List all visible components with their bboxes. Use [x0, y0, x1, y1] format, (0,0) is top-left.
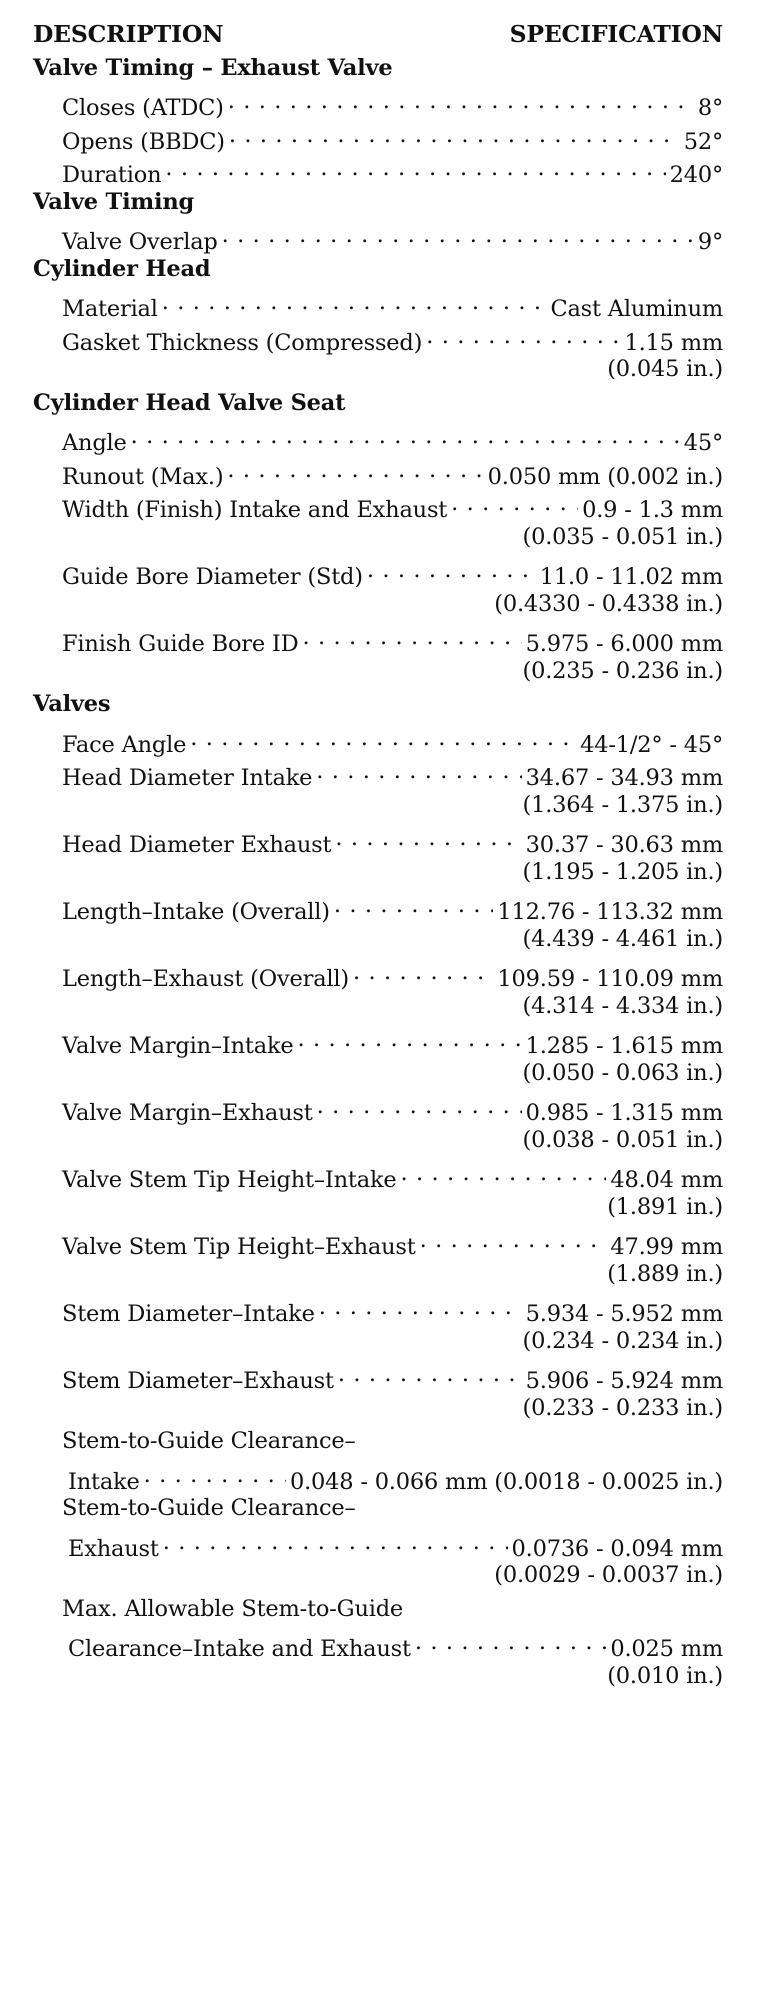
- spec-label: Closes (ATDC): [62, 95, 224, 121]
- spec-label-multiline: Max. Allowable Stem-to-Guide: [62, 1595, 404, 1622]
- dot-leader: [190, 722, 576, 752]
- spec-row-face-angle: [33, 722, 723, 756]
- spec-row-margin-exhaust: [33, 1090, 723, 1124]
- dot-leader: [144, 1459, 286, 1489]
- dot-leader: [227, 454, 483, 484]
- spec-label: Duration: [62, 162, 162, 188]
- dot-leader: [162, 286, 547, 316]
- spec-row-max-clear: [33, 1626, 723, 1660]
- spec-value-imperial: (1.891 in.): [607, 1193, 723, 1220]
- spec-label: Angle: [62, 430, 127, 456]
- spec-value: 112.76 - 113.32 mm: [497, 899, 723, 925]
- spec-label: Intake: [68, 1468, 140, 1495]
- spec-row-head-exhaust: [33, 822, 723, 856]
- spec-value-imperial: (4.439 - 4.461 in.): [522, 925, 723, 952]
- spec-value-imperial: (1.195 - 1.205 in.): [522, 858, 723, 885]
- spec-value: 1.15 mm: [624, 329, 723, 356]
- spec-value: 30.37 - 30.63 mm: [525, 832, 723, 858]
- spec-value: 1.285 - 1.615 mm: [525, 1033, 723, 1059]
- section-title-valves: Valves: [33, 691, 111, 717]
- spec-label-multiline: Stem-to-Guide Clearance–: [62, 1495, 356, 1521]
- dot-leader: [229, 119, 680, 149]
- spec-value: 240°: [669, 162, 723, 188]
- spec-value-imperial: (1.889 in.): [607, 1260, 723, 1287]
- spec-value: 52°: [683, 128, 723, 155]
- dot-leader: [302, 621, 521, 651]
- dot-leader: [316, 755, 521, 785]
- spec-value: 48.04 mm: [610, 1167, 723, 1193]
- dot-leader: [298, 1023, 522, 1053]
- spec-label: Valve Margin–Intake: [62, 1033, 294, 1059]
- spec-value-imperial: (0.233 - 0.233 in.): [522, 1394, 723, 1421]
- spec-row-closes: [33, 85, 723, 119]
- spec-value: 0.025 mm: [610, 1636, 723, 1662]
- spec-row-length-intake: [33, 889, 723, 923]
- spec-value: 0.048 - 0.066 mm (0.0018 - 0.0025 in.): [289, 1468, 723, 1495]
- spec-value: 8°: [697, 95, 723, 121]
- spec-value: 5.975 - 6.000 mm: [525, 631, 723, 657]
- dot-leader: [334, 889, 494, 919]
- dot-leader: [228, 85, 694, 115]
- spec-label: Face Angle: [62, 731, 187, 758]
- spec-label: Width (Finish) Intake and Exhaust: [62, 497, 448, 523]
- spec-value: Cast Aluminum: [550, 296, 723, 322]
- spec-value-imperial: (0.035 - 0.051 in.): [522, 523, 723, 550]
- spec-label: Head Diameter Intake: [62, 765, 313, 791]
- spec-value: 0.0736 - 0.094 mm: [511, 1535, 723, 1562]
- dot-leader: [367, 554, 536, 584]
- section-title-valve-seat: Cylinder Head Valve Seat: [33, 389, 346, 416]
- spec-label: Opens (BBDC): [62, 128, 225, 155]
- spec-row-tip-exhaust: [33, 1224, 723, 1258]
- dot-leader: [426, 320, 620, 350]
- dot-leader: [163, 1526, 508, 1556]
- dot-leader: [415, 1626, 606, 1656]
- spec-label: Valve Overlap: [62, 229, 218, 255]
- spec-value-imperial: (0.050 - 0.063 in.): [522, 1059, 723, 1086]
- spec-value: 109.59 - 110.09 mm: [497, 966, 723, 992]
- dot-leader: [131, 420, 680, 450]
- spec-row-material: [33, 286, 723, 320]
- specification-heading: SPECIFICATION: [509, 20, 723, 48]
- spec-value: 45°: [683, 430, 723, 456]
- dot-leader: [222, 219, 694, 249]
- spec-label: Clearance–Intake and Exhaust: [68, 1636, 411, 1662]
- spec-row-runout: [33, 454, 723, 488]
- spec-row-finish-guide: [33, 621, 723, 655]
- spec-value-imperial: (0.234 - 0.234 in.): [522, 1327, 723, 1354]
- spec-value: 34.67 - 34.93 mm: [525, 765, 723, 791]
- spec-value-imperial: (1.364 - 1.375 in.): [522, 791, 723, 818]
- section-title-valve-timing: Valve Timing: [33, 188, 195, 215]
- spec-value: 47.99 mm: [610, 1234, 723, 1260]
- spec-value: 44-1/2° - 45°: [580, 731, 723, 758]
- spec-row-stem-intake: [33, 1291, 723, 1325]
- spec-label: Finish Guide Bore ID: [62, 631, 299, 657]
- spec-label: Guide Bore Diameter (Std): [62, 564, 363, 590]
- dot-leader: [319, 1291, 522, 1321]
- dot-leader: [451, 487, 578, 517]
- spec-label: Runout (Max.): [62, 463, 224, 490]
- spec-value-imperial: (0.045 in.): [607, 356, 723, 382]
- spec-value: 0.050 mm (0.002 in.): [487, 463, 723, 490]
- spec-row-clear-intake: [33, 1459, 723, 1493]
- spec-row-guide-bore: [33, 554, 723, 588]
- spec-value: 0.9 - 1.3 mm: [582, 497, 723, 523]
- spec-value-imperial: (0.4330 - 0.4338 in.): [494, 590, 723, 617]
- section-title-exhaust-timing: Valve Timing – Exhaust Valve: [33, 54, 393, 81]
- spec-value: 11.0 - 11.02 mm: [539, 564, 723, 590]
- spec-value-imperial: (0.010 in.): [607, 1662, 723, 1689]
- spec-value-imperial: (4.314 - 4.334 in.): [522, 992, 723, 1019]
- spec-document: [33, 18, 723, 1693]
- spec-value: 9°: [697, 229, 723, 255]
- dot-leader: [317, 1090, 522, 1120]
- spec-row-length-exhaust: [33, 956, 723, 990]
- spec-label: Head Diameter Exhaust: [62, 832, 332, 858]
- spec-label: Material: [62, 296, 158, 322]
- dot-leader: [401, 1157, 607, 1187]
- spec-value-imperial: (0.235 - 0.236 in.): [522, 657, 723, 684]
- dot-leader: [353, 956, 493, 986]
- spec-label: Length–Intake (Overall): [62, 899, 330, 925]
- dot-leader: [165, 152, 665, 182]
- spec-label: Valve Stem Tip Height–Exhaust: [62, 1234, 416, 1260]
- description-heading: DESCRIPTION: [33, 20, 224, 48]
- section-title-cylinder-head: Cylinder Head: [33, 255, 211, 282]
- spec-row-stem-exhaust: [33, 1358, 723, 1392]
- spec-label: Exhaust: [68, 1535, 159, 1562]
- spec-label: Stem Diameter–Exhaust: [62, 1368, 334, 1394]
- dot-leader: [338, 1358, 522, 1388]
- spec-row-overlap: [33, 219, 723, 253]
- spec-value: 0.985 - 1.315 mm: [525, 1100, 723, 1126]
- spec-row-tip-intake: [33, 1157, 723, 1191]
- spec-label: Gasket Thickness (Compressed): [62, 329, 423, 356]
- spec-value-imperial: (0.038 - 0.051 in.): [522, 1126, 723, 1153]
- spec-label: Valve Stem Tip Height–Intake: [62, 1167, 397, 1193]
- spec-value: 5.934 - 5.952 mm: [525, 1301, 723, 1327]
- spec-row-angle: [33, 420, 723, 454]
- dot-leader: [420, 1224, 607, 1254]
- spec-row-clear-exhaust: [33, 1526, 723, 1560]
- table-header: [33, 18, 723, 52]
- spec-label: Stem Diameter–Intake: [62, 1301, 315, 1327]
- dot-leader: [335, 822, 521, 852]
- spec-row-margin-intake: [33, 1023, 723, 1057]
- spec-label: Length–Exhaust (Overall): [62, 966, 349, 992]
- spec-value: 5.906 - 5.924 mm: [525, 1368, 723, 1394]
- spec-value-imperial: (0.0029 - 0.0037 in.): [494, 1562, 723, 1588]
- spec-label-multiline: Stem-to-Guide Clearance–: [62, 1428, 356, 1454]
- spec-label: Valve Margin–Exhaust: [62, 1100, 313, 1126]
